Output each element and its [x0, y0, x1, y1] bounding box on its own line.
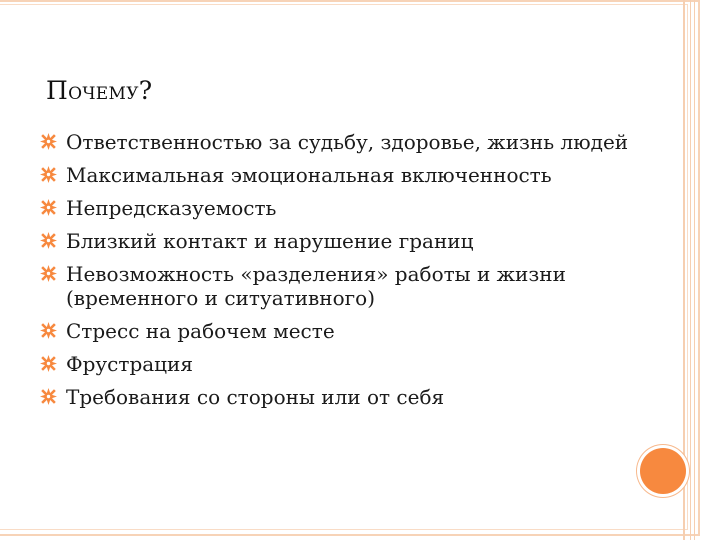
diamond-star-icon — [40, 265, 57, 282]
title-initial: П — [46, 76, 69, 105]
list-item-text: Непредсказуемость — [66, 196, 277, 220]
list-item-text: Близкий контакт и нарушение границ — [66, 229, 474, 253]
decorative-circle — [640, 448, 686, 494]
diamond-star-icon — [40, 232, 57, 249]
title-rest: ОЧЕМУ — [68, 84, 139, 104]
title-punct: ? — [138, 76, 153, 105]
side-rule — [690, 0, 691, 540]
list-item — [40, 229, 640, 253]
diamond-star-icon — [40, 166, 57, 183]
diamond-star-icon — [40, 133, 57, 150]
list-item-text: Требования со стороны или от себя — [66, 385, 445, 409]
side-rule — [683, 0, 685, 540]
list-item — [40, 319, 640, 343]
list-item — [40, 163, 640, 187]
list-item — [40, 352, 640, 376]
list-item-text: Максимальная эмоциональная включенность — [66, 163, 552, 187]
bullet-list — [40, 130, 640, 418]
list-item-text: Фрустрация — [66, 352, 193, 376]
diamond-star-icon — [40, 322, 57, 339]
diamond-star-icon — [40, 199, 57, 216]
side-rule — [694, 0, 695, 540]
slide-title — [46, 76, 153, 105]
diamond-star-icon — [40, 355, 57, 372]
diamond-star-icon — [40, 388, 57, 405]
list-item — [40, 196, 640, 220]
list-item — [40, 385, 640, 409]
list-item — [40, 262, 640, 310]
list-item — [40, 130, 640, 154]
list-item-text: Ответственностью за судьбу, здоровье, жизнь людей — [66, 130, 629, 154]
list-item-text: Стресс на рабочем месте — [66, 319, 335, 343]
list-item-text: Невозможность «разделения» работы и жизни (временного и ситуативного) — [66, 262, 566, 310]
